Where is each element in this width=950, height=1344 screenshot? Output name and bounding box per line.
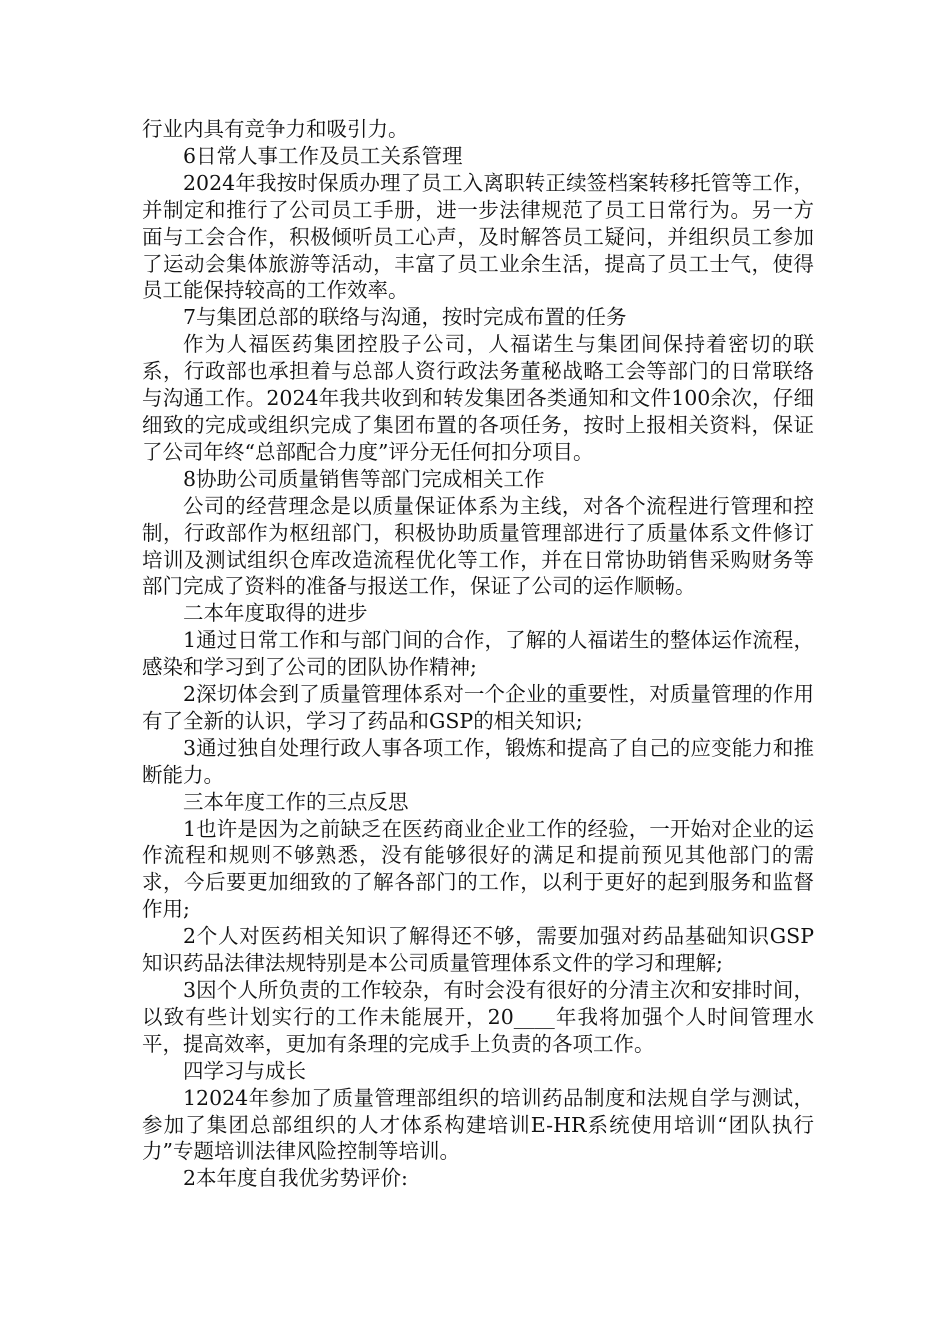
- reflection-item-3: 3因个人所负责的工作较杂，有时会没有很好的分清主次和安排时间，以致有些计划实行的工作未能展开，20____年我将加强个人时间管理水平，提高效率，更加有条理的完成手上负责的各项工作。: [142, 978, 814, 1056]
- progress-item-3: 3通过独自处理行政人事各项工作，锻炼和提高了自己的应变能力和推断能力。: [142, 735, 814, 787]
- reflection-item-1: 1也许是因为之前缺乏在医药商业企业工作的经验，一开始对企业的运作流程和规则不够熟悉，没有能够很好的满足和提前预见其他部门的需求，今后要更加细致的了解各部门的工作，以利于更好的起到服务和监督作用;: [142, 816, 814, 922]
- section-heading-reflection: 三本年度工作的三点反思: [183, 789, 409, 814]
- progress-item-1: 1通过日常工作和与部门间的合作，了解的人福诺生的整体运作流程，感染和学习到了公司的团队协作精神;: [142, 628, 814, 680]
- section-heading-7: 7与集团总部的联络与沟通，按时完成布置的任务: [183, 305, 627, 330]
- reflection-item-2: 2个人对医药相关知识了解得还不够，需要加强对药品基础知识GSP知识药品法律法规特别是本公司质量管理体系文件的学习和理解;: [142, 924, 814, 976]
- paragraph-hr-work: 2024年我按时保质办理了员工入离职转正续签档案转移托管等工作，并制定和推行了公司员工手册，进一步法律规范了员工日常行为。另一方面与工会合作，积极倾听员工心声，及时解答员工疑问，并组织员工参加了运动会集体旅游等活动，丰富了员工业余生活，提高了员工士气，使得员工能保持较高的工作效率。: [142, 170, 814, 303]
- section-heading-8: 8协助公司质量销售等部门完成相关工作: [183, 466, 545, 491]
- section-heading-6: 6日常人事工作及员工关系管理: [183, 143, 463, 168]
- document-body: [142, 116, 814, 1192]
- section-heading-progress: 二本年度取得的进步: [183, 601, 368, 626]
- paragraph-quality-support: 公司的经营理念是以质量保证体系为主线，对各个流程进行管理和控制，行政部作为枢纽部门，积极协助质量管理部进行了质量体系文件修订培训及测试组织仓库改造流程优化等工作，并在日常协助销售采购财务等部门完成了资料的准备与报送工作，保证了公司的运作顺畅。: [142, 493, 814, 599]
- learning-item-1: 12024年参加了质量管理部组织的培训药品制度和法规自学与测试，参加了集团总部组织的人才体系构建培训E-HR系统使用培训“团队执行力”专题培训法律风险控制等培训。: [142, 1085, 814, 1164]
- progress-item-2: 2深切体会到了质量管理体系对一个企业的重要性，对质量管理的作用有了全新的认识，学习了药品和GSP的相关知识;: [142, 682, 814, 733]
- paragraph-group-liaison: 作为人福医药集团控股子公司，人福诺生与集团间保持着密切的联系，行政部也承担着与总部人资行政法务董秘战略工会等部门的日常联络与沟通工作。2024年我共收到和转发集团各类通知和文件100余次，仔细细致的完成或组织完成了集团布置的各项任务，按时上报相关资料，保证了公司年终“总部配合力度”评分无任何扣分项目。: [142, 332, 814, 464]
- paragraph-continuation: 行业内具有竞争力和吸引力。: [142, 117, 409, 141]
- section-heading-learning: 四学习与成长: [183, 1058, 306, 1083]
- learning-item-2: 2本年度自我优劣势评价:: [183, 1166, 408, 1191]
